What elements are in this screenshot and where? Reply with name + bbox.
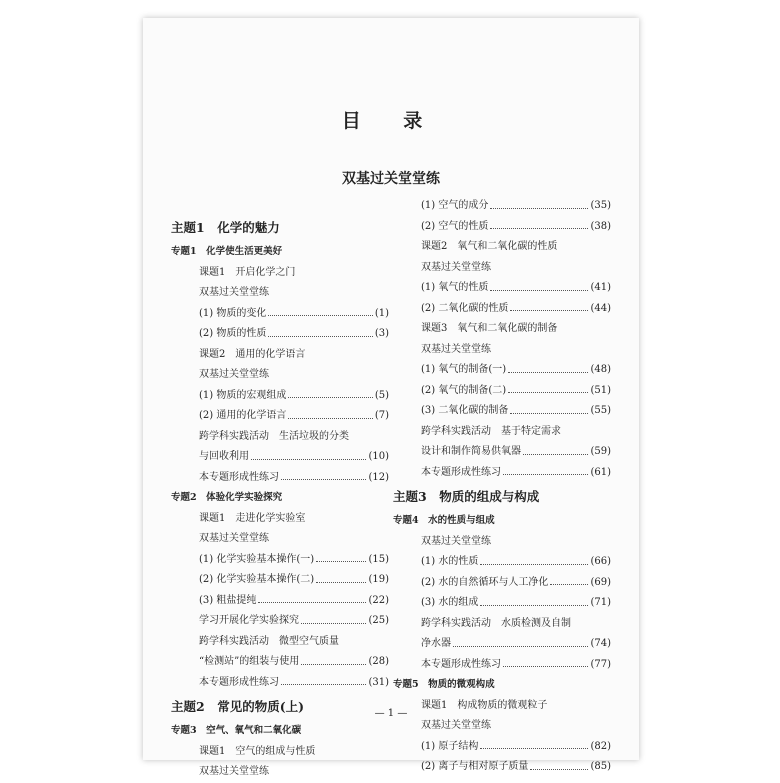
toc-subheading	[171, 762, 389, 783]
toc-page-number: (71)	[590, 597, 611, 608]
toc-topic-heading	[393, 675, 611, 696]
dot-leader	[281, 683, 366, 685]
toc-entry-label: 课题1 开启化学之门	[199, 266, 296, 278]
toc-page-number: (82)	[590, 740, 611, 752]
toc-page-number: (25)	[368, 615, 389, 626]
toc-entry	[171, 570, 389, 591]
toc-entry-label: (2) 通用的化学语言	[199, 410, 287, 421]
toc-entry-label: 课题3 氧气和二氧化碳的制备	[421, 323, 558, 334]
toc-entry-label: (3) 二氧化碳的制备	[421, 405, 509, 416]
toc-page-number: (1)	[374, 307, 389, 319]
toc-entry-label: (3) 粗盐提纯	[199, 594, 257, 606]
toc-page-number: (41)	[590, 282, 611, 293]
toc-page-number: (7)	[374, 410, 389, 421]
toc-entry	[393, 278, 611, 299]
toc-page-number: (74)	[590, 638, 611, 649]
toc-entry-label: 本专题形成性练习	[199, 471, 279, 483]
toc-subheading	[393, 614, 611, 635]
dot-leader	[301, 663, 366, 665]
toc-subheading	[171, 365, 389, 386]
toc-entry-label: (2) 氧气的制备(二)	[421, 384, 507, 396]
toc-subheading	[171, 632, 389, 653]
toc-page-number: (35)	[590, 200, 611, 211]
toc-entry	[393, 217, 611, 238]
toc-entry-label: (1) 氧气的性质	[421, 282, 489, 293]
toc-page-number: (59)	[590, 446, 611, 457]
toc-entry-label: (1) 水的性质	[421, 556, 479, 567]
dot-leader	[480, 747, 588, 749]
dot-leader	[288, 396, 372, 398]
toc-entry	[171, 406, 389, 427]
toc-page-number: (48)	[590, 364, 611, 375]
toc-subheading	[393, 716, 611, 737]
toc-subheading	[171, 509, 389, 530]
dot-leader	[490, 227, 588, 229]
toc-entry-label: 课题1 走进化学实验室	[199, 512, 306, 524]
toc-entry-label: 双基过关堂堂练	[421, 343, 491, 355]
toc-page-number: (19)	[368, 574, 389, 585]
toc-entry	[171, 550, 389, 571]
toc-subheading	[171, 742, 389, 763]
toc-entry-label: 跨学科实践活动 基于特定需求	[421, 425, 561, 437]
dot-leader	[523, 453, 588, 455]
toc-page-number: (77)	[590, 658, 611, 670]
dot-leader	[490, 289, 588, 291]
toc-page-number: (28)	[368, 656, 389, 667]
toc-page-number: (85)	[590, 761, 611, 772]
dot-leader	[508, 371, 588, 373]
toc-entry-label: 双基过关堂堂练	[199, 287, 269, 298]
toc-entry-label: 设计和制作简易供氧器	[421, 446, 521, 457]
toc-entry-label: 主题3 物质的组成与构成	[393, 489, 540, 504]
toc-subheading	[393, 340, 611, 361]
toc-right-column	[393, 196, 611, 778]
toc-entry	[393, 299, 611, 320]
toc-theme-heading	[393, 483, 611, 511]
toc-entry	[393, 593, 611, 614]
dot-leader	[268, 335, 372, 337]
toc-entry	[171, 468, 389, 489]
toc-subheading	[171, 263, 389, 284]
toc-entry-label: (1) 氧气的制备(一)	[421, 364, 507, 375]
toc-page-number: (38)	[590, 220, 611, 232]
dot-leader	[480, 563, 588, 565]
toc-entry-label: 双基过关堂堂练	[421, 720, 491, 731]
toc-entry-label: 本专题形成性练习	[421, 658, 501, 670]
toc-entry-label: 跨学科实践活动 微型空气质量	[199, 635, 339, 647]
dot-leader	[503, 473, 588, 475]
toc-entry-label: (3) 水的组成	[421, 597, 479, 608]
toc-entry-label: 专题5 物质的微观构成	[393, 679, 495, 690]
toc-entry-label: 课题2 氧气和二氧化碳的性质	[421, 241, 558, 252]
dot-leader	[268, 314, 372, 316]
toc-entry-label: 本专题形成性练习	[421, 466, 501, 478]
toc-entry-label: (2) 空气的性质	[421, 220, 489, 232]
toc-entry-label: 跨学科实践活动 水质检测及自制	[421, 617, 571, 629]
dot-leader	[510, 412, 588, 414]
toc-page-number: (12)	[368, 471, 389, 483]
dot-leader	[480, 604, 588, 606]
toc-page-number: (69)	[590, 576, 611, 588]
toc-left-column	[171, 214, 389, 783]
toc-page-number: (31)	[368, 676, 389, 688]
dot-leader	[251, 458, 366, 460]
toc-entry-label: (1) 化学实验基本操作(一)	[199, 553, 315, 565]
toc-entry-label: 跨学科实践活动 生活垃圾的分类	[199, 430, 349, 442]
toc-entry	[393, 757, 611, 778]
toc-entry-label: 专题2 体验化学实验探究	[171, 492, 283, 503]
toc-entry	[393, 360, 611, 381]
toc-entry	[171, 673, 389, 694]
document-page	[143, 18, 639, 777]
toc-theme-heading	[171, 214, 389, 242]
page-number: — 1 —	[374, 708, 408, 719]
toc-subheading	[393, 319, 611, 340]
toc-entry-label: 专题3 空气、氧气和二氧化碳	[171, 725, 302, 736]
toc-subheading	[393, 258, 611, 279]
toc-page-number: (10)	[368, 451, 389, 462]
toc-entry-label: 专题1 化学使生活更美好	[171, 246, 283, 257]
toc-entry-label: (1) 物质的变化	[199, 307, 267, 319]
toc-entry-label: 专题4 水的性质与组成	[393, 515, 495, 526]
toc-topic-heading	[393, 511, 611, 532]
dot-leader	[508, 391, 588, 393]
dot-leader	[258, 601, 366, 603]
toc-subheading	[393, 532, 611, 553]
toc-entry	[171, 447, 389, 468]
toc-topic-heading	[171, 488, 389, 509]
toc-page-number: (51)	[590, 384, 611, 396]
toc-entry-label: 净水器	[421, 638, 451, 649]
dot-leader	[281, 478, 366, 480]
toc-subheading	[171, 283, 389, 304]
toc-entry-label: 双基过关堂堂练	[199, 369, 269, 380]
toc-page-number: (5)	[374, 389, 389, 401]
toc-entry	[393, 737, 611, 758]
dot-leader	[288, 417, 372, 419]
dot-leader	[490, 207, 588, 209]
dot-leader	[316, 560, 366, 562]
toc-entry-label: 课题2 通用的化学语言	[199, 348, 306, 360]
toc-subheading	[393, 237, 611, 258]
toc-entry	[171, 611, 389, 632]
toc-page-number: (22)	[368, 594, 389, 606]
toc-entry	[171, 652, 389, 673]
toc-entry-label: (2) 物质的性质	[199, 328, 267, 339]
toc-entry	[393, 573, 611, 594]
dot-leader	[530, 768, 588, 770]
toc-entry-label: (2) 二氧化碳的性质	[421, 302, 509, 314]
toc-entry-label: 双基过关堂堂练	[421, 261, 491, 273]
toc-entry-label: 双基过关堂堂练	[199, 533, 269, 544]
toc-entry	[393, 655, 611, 676]
dot-leader	[503, 665, 588, 667]
page-title: 目 录	[341, 110, 441, 132]
toc-entry-label: (1) 空气的成分	[421, 200, 489, 211]
dot-leader	[510, 309, 588, 311]
toc-entry-label: 本专题形成性练习	[199, 676, 279, 688]
dot-leader	[550, 583, 588, 585]
toc-entry	[393, 463, 611, 484]
toc-entry	[171, 386, 389, 407]
toc-entry-label: (2) 化学实验基本操作(二)	[199, 574, 315, 585]
toc-entry	[393, 634, 611, 655]
toc-entry-label: “检测站”的组装与使用	[199, 656, 300, 667]
toc-page-number: (61)	[590, 466, 611, 478]
toc-entry	[393, 381, 611, 402]
toc-subheading	[171, 345, 389, 366]
toc-page-number: (55)	[590, 405, 611, 416]
toc-entry	[393, 401, 611, 422]
toc-entry-label: 与回收利用	[199, 451, 249, 462]
toc-entry-label: (1) 原子结构	[421, 740, 479, 752]
section-subtitle: 双基过关堂堂练	[342, 171, 440, 187]
toc-entry	[171, 304, 389, 325]
toc-entry-label: 课题1 构成物质的微观粒子	[421, 699, 548, 711]
toc-entry-label: (2) 水的自然循环与人工净化	[421, 576, 549, 588]
dot-leader	[453, 645, 588, 647]
toc-entry	[393, 196, 611, 217]
toc-entry	[171, 324, 389, 345]
toc-entry-label: 主题2 常见的物质(上)	[171, 699, 305, 714]
toc-subheading	[393, 422, 611, 443]
toc-page-number: (15)	[368, 553, 389, 565]
toc-entry-label: 学习开展化学实验探究	[199, 615, 299, 626]
toc-entry-label: 双基过关堂堂练	[199, 766, 269, 777]
toc-entry-label: 双基过关堂堂练	[421, 535, 491, 547]
toc-entry-label: (1) 物质的宏观组成	[199, 389, 287, 401]
toc-page-number: (3)	[374, 328, 389, 339]
toc-entry	[393, 442, 611, 463]
toc-topic-heading	[171, 242, 389, 263]
toc-entry-label: 课题1 空气的组成与性质	[199, 745, 316, 757]
toc-subheading	[171, 427, 389, 448]
toc-topic-heading	[171, 721, 389, 742]
toc-entry	[171, 591, 389, 612]
dot-leader	[316, 581, 366, 583]
toc-subheading	[171, 529, 389, 550]
toc-entry-label: (2) 离子与相对原子质量	[421, 761, 529, 772]
dot-leader	[301, 622, 366, 624]
toc-page-number: (44)	[590, 302, 611, 314]
toc-entry	[393, 552, 611, 573]
toc-entry-label: 主题1 化学的魅力	[171, 220, 280, 235]
toc-page-number: (66)	[590, 556, 611, 567]
